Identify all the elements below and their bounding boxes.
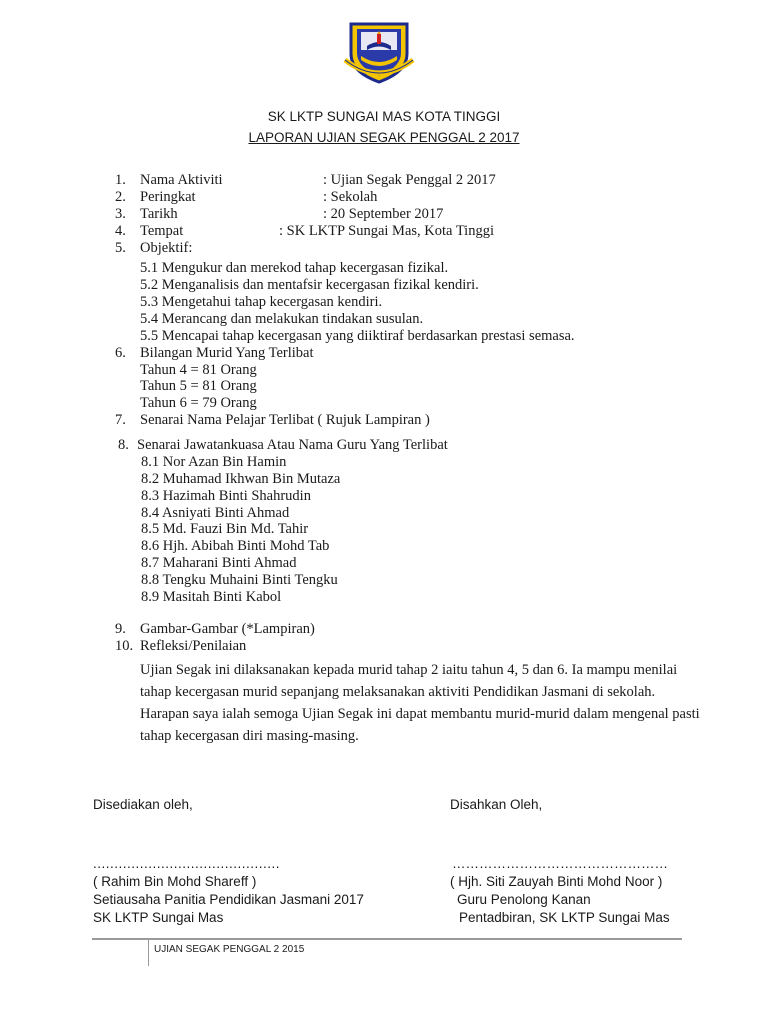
item-label: Tempat	[140, 223, 184, 239]
committee-member: 8.4 Asniyati Binti Ahmad	[141, 505, 290, 521]
preparer-role: Setiausaha Panitia Pendidikan Jasmani 2017	[93, 892, 364, 907]
item-number: 6.	[115, 345, 126, 361]
signature-line-left: ............................................	[93, 856, 281, 871]
committee-member: 8.1 Nor Azan Bin Hamin	[141, 454, 287, 470]
committee-member: 8.2 Muhamad Ikhwan Bin Mutaza	[141, 471, 341, 487]
committee-member: 8.7 Maharani Binti Ahmad	[141, 555, 297, 571]
item-number: 1.	[115, 172, 126, 188]
approver-org: Pentadbiran, SK LKTP Sungai Mas	[459, 910, 670, 925]
item-label: Objektif:	[140, 240, 193, 256]
objective-item: 5.1 Mengukur dan merekod tahap kecergasan fizikal.	[140, 260, 449, 276]
preparer-org: SK LKTP Sungai Mas	[93, 910, 224, 925]
item-number: 9.	[115, 621, 126, 637]
item-number: 5.	[115, 240, 126, 256]
student-count: Tahun 5 = 81 Orang	[140, 378, 257, 394]
footer-text: UJIAN SEGAK PENGGAL 2 2015	[154, 944, 305, 955]
item-label: Senarai Nama Pelajar Terlibat ( Rujuk Lampiran )	[140, 412, 430, 428]
item-label: Gambar-Gambar (*Lampiran)	[140, 621, 315, 637]
objective-item: 5.3 Mengetahui tahap kecergasan kendiri.	[140, 294, 383, 310]
item-number: 10.	[115, 638, 134, 654]
item-label: Senarai Jawatankuasa Atau Nama Guru Yang Terlibat	[137, 437, 448, 453]
item-number: 2.	[115, 189, 126, 205]
committee-member: 8.6 Hjh. Abibah Binti Mohd Tab	[141, 538, 330, 554]
footer-divider	[92, 938, 682, 940]
approver-name: ( Hjh. Siti Zauyah Binti Mohd Noor )	[450, 874, 663, 889]
committee-member: 8.8 Tengku Muhaini Binti Tengku	[141, 572, 338, 588]
approved-by-heading: Disahkan Oleh,	[450, 797, 543, 812]
item-number: 3.	[115, 206, 126, 222]
school-crest-logo	[343, 20, 415, 84]
item-value: : Sekolah	[323, 189, 378, 205]
prepared-by-heading: Disediakan oleh,	[93, 797, 193, 812]
item-label: Peringkat	[140, 189, 196, 205]
committee-member: 8.9 Masitah Binti Kabol	[141, 589, 282, 605]
item-value: : 20 September 2017	[323, 206, 444, 222]
school-title: SK LKTP SUNGAI MAS KOTA TINGGI	[267, 109, 501, 124]
committee-member: 8.5 Md. Fauzi Bin Md. Tahir	[141, 521, 309, 537]
item-number: 8.	[118, 437, 129, 453]
objective-item: 5.2 Menganalisis dan mentafsir kecergasan fizikal kendiri.	[140, 277, 479, 293]
item-number: 7.	[115, 412, 126, 428]
approver-role: Guru Penolong Kanan	[457, 892, 591, 907]
committee-member: 8.3 Hazimah Binti Shahrudin	[141, 488, 311, 504]
report-title: LAPORAN UJIAN SEGAK PENGGAL 2 2017	[248, 130, 520, 145]
item-label: Bilangan Murid Yang Terlibat	[140, 345, 314, 361]
item-number: 4.	[115, 223, 126, 239]
item-value: : SK LKTP Sungai Mas, Kota Tinggi	[279, 223, 494, 239]
objective-item: 5.4 Merancang dan melakukan tindakan susulan.	[140, 311, 424, 327]
student-count: Tahun 4 = 81 Orang	[140, 362, 257, 378]
student-count: Tahun 6 = 79 Orang	[140, 395, 257, 411]
footer-vertical-divider	[148, 940, 149, 966]
item-value: : Ujian Segak Penggal 2 2017	[323, 172, 496, 188]
preparer-name: ( Rahim Bin Mohd Shareff )	[93, 874, 257, 889]
signature-line-right: …………………………………………	[452, 856, 668, 871]
reflection-paragraph: Ujian Segak ini dilaksanakan kepada murid tahap 2 iaitu tahun 4, 5 dan 6. Ia mampu menilai tahap kecergasan murid sepanjang melaksanakan aktiviti Pendidikan Jasmani di sekolah. Harapan saya ialah semoga Ujian Segak ini dapat membantu murid-murid dalam mengenal pasti tahap kecergasan diri masing-masing.	[140, 662, 700, 744]
item-label: Tarikh	[140, 206, 178, 222]
objective-item: 5.5 Mencapai tahap kecergasan yang diiktiraf berdasarkan prestasi semasa.	[140, 328, 575, 344]
item-label: Nama Aktiviti	[140, 172, 223, 188]
item-label: Refleksi/Penilaian	[140, 638, 247, 654]
